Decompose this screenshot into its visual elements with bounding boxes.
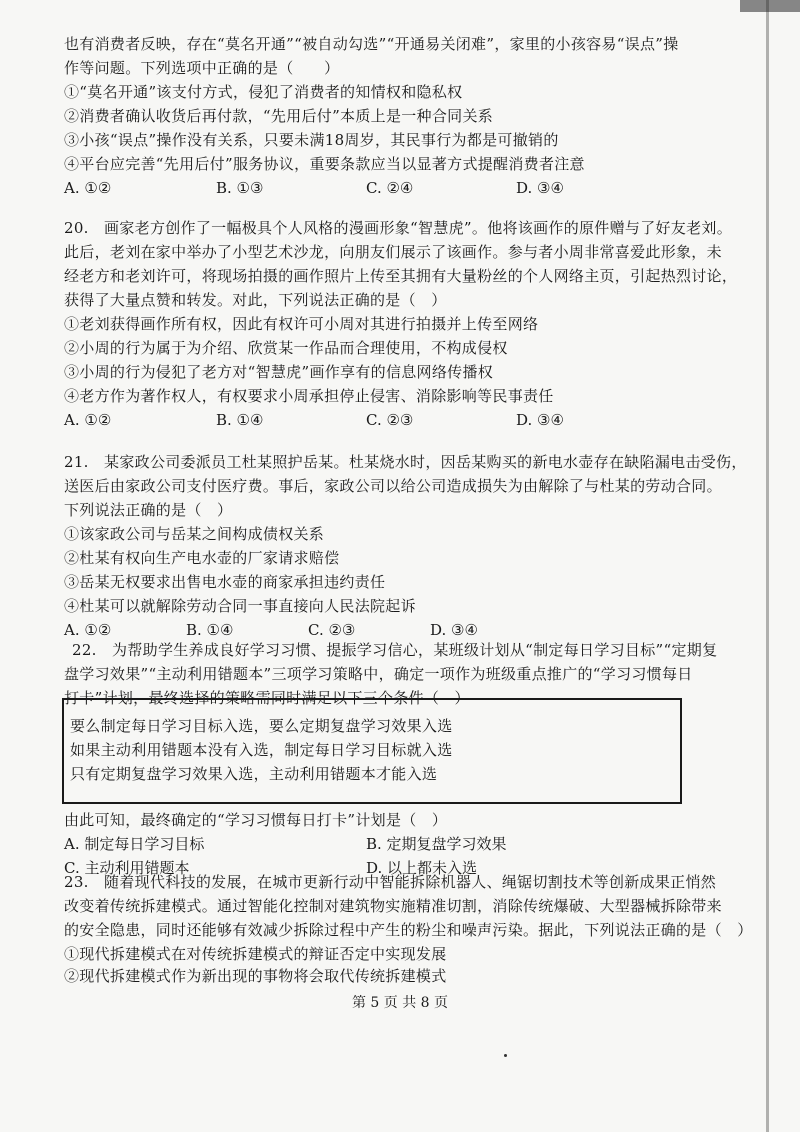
scan-edge-line (766, 0, 769, 1132)
q21-statement-4: ④杜某可以就解除劳动合同一事直接向人民法院起诉 (64, 597, 416, 615)
q21-option-b: B. ①④ (186, 621, 234, 639)
q21-stem-line-2: 送医后由家政公司支付医疗费。事后，家政公司以给公司造成损失为由解除了与杜某的劳动合同。 (64, 477, 722, 495)
q20-stem-line-2: 此后，老刘在家中举办了小型艺术沙龙，向朋友们展示了该画作。参与者小周非常喜爱此形象，未 (64, 243, 722, 261)
q22-question: 由此可知，最终确定的“学习习惯每日打卡”计划是（ ） (64, 811, 448, 829)
q19-statement-3: ③小孩“误点”操作没有关系，只要未满18周岁，其民事行为都是可撤销的 (64, 131, 559, 149)
q22-options-row-1 (64, 834, 724, 854)
q19-statement-1: ①“莫名开通”该支付方式，侵犯了消费者的知情权和隐私权 (64, 83, 463, 101)
q19-statement-2: ②消费者确认收货后再付款，“先用后付”本质上是一种合同关系 (64, 107, 494, 125)
q22-stem-line-1: 22. 为帮助学生养成良好学习习惯、提振学习信心，某班级计划从“制定每日学习目标”“定期复 (72, 641, 718, 659)
q22-option-c: C. 主动利用错题本 (64, 859, 190, 877)
q21-option-d: D. ③④ (430, 621, 478, 639)
q23-stem-line-3: 的安全隐患，同时还能够有效减少拆除过程中产生的粉尘和噪声污染。据此，下列说法正确的是（ ） (64, 921, 753, 939)
q22-option-d: D. 以上都未入选 (366, 859, 478, 877)
q23-stem-line-1: 23. 随着现代科技的发展，在城市更新行动中智能拆除机器人、绳锯切割技术等创新成果正悄然 (64, 873, 717, 891)
q19-stem-line-1: 也有消费者反映，存在“莫名开通”“被自动勾选”“开通易关闭难”，家里的小孩容易“误点”操 (64, 35, 679, 53)
q19-options (64, 178, 724, 198)
q19-option-b: B. ①③ (216, 179, 264, 197)
q21-stem-line-1: 21. 某家政公司委派员工杜某照护岳某。杜某烧水时，因岳某购买的新电水壶存在缺陷漏电击受伤， (64, 453, 747, 471)
q20-statement-4: ④老方作为著作权人，有权要求小周承担停止侵害、消除影响等民事责任 (64, 387, 554, 405)
q23-statement-2: ②现代拆建模式作为新出现的事物将会取代传统拆建模式 (64, 967, 447, 985)
q20-statement-1: ①老刘获得画作所有权，因此有权许可小周对其进行拍摄并上传至网络 (64, 315, 539, 333)
q22-condition-2: 如果主动利用错题本没有入选，制定每日学习目标就入选 (70, 741, 453, 759)
q19-stem-line-2: 作等问题。下列选项中正确的是（ ） (64, 59, 340, 77)
q22-condition-1: 要么制定每日学习目标入选，要么定期复盘学习效果入选 (70, 717, 453, 735)
q22-option-a: A. 制定每日学习目标 (64, 835, 205, 853)
q23-statement-1: ①现代拆建模式在对传统拆建模式的辩证否定中实现发展 (64, 945, 447, 963)
q20-option-d: D. ③④ (516, 411, 564, 429)
q21-option-c: C. ②③ (308, 621, 356, 639)
q20-option-c: C. ②③ (366, 411, 414, 429)
q20-statement-3: ③小周的行为侵犯了老方对“智慧虎”画作享有的信息网络传播权 (64, 363, 494, 381)
page-footer: 第 5 页 共 8 页 (351, 995, 449, 1011)
q19-option-c: C. ②④ (366, 179, 414, 197)
q21-statement-3: ③岳某无权要求出售电水壶的商家承担违约责任 (64, 573, 386, 591)
q19-statement-4: ④平台应完善“先用后付”服务协议，重要条款应当以显著方式提醒消费者注意 (64, 155, 585, 173)
q20-option-a: A. ①② (64, 411, 112, 429)
q23-stem-line-2: 改变着传统拆建模式。通过智能化控制对建筑物实施精准切割，消除传统爆破、大型器械拆除带来 (64, 897, 722, 915)
scan-speck (504, 1054, 507, 1057)
q22-option-b: B. 定期复盘学习效果 (366, 835, 507, 853)
q21-statement-1: ①该家政公司与岳某之间构成债权关系 (64, 525, 325, 543)
q19-option-d: D. ③④ (516, 179, 564, 197)
q21-stem-line-3: 下列说法正确的是（ ） (64, 501, 233, 519)
q20-stem-line-3: 经老方和老刘许可，将现场拍摄的画作照片上传至其拥有大量粉丝的个人网络主页，引起热烈讨论， (64, 267, 738, 285)
q21-options (64, 620, 724, 640)
q22-stem-line-2: 盘学习效果”“主动利用错题本”三项学习策略中，确定一项作为班级重点推广的“学习习惯每日 (64, 665, 693, 683)
q20-option-b: B. ①④ (216, 411, 264, 429)
q20-stem-line-1: 20. 画家老方创作了一幅极具个人风格的漫画形象“智慧虎”。他将该画作的原件赠与了好友老刘。 (64, 219, 732, 237)
q22-stem-line-3: 打卡”计划，最终选择的策略需同时满足以下三个条件（ ） (64, 689, 470, 707)
q20-options (64, 410, 724, 430)
q22-condition-3: 只有定期复盘学习效果入选，主动利用错题本才能入选 (70, 765, 438, 783)
q20-statement-2: ②小周的行为属于为介绍、欣赏某一作品而合理使用，不构成侵权 (64, 339, 508, 357)
q21-statement-2: ②杜某有权向生产电水壶的厂家请求赔偿 (64, 549, 340, 567)
q21-option-a: A. ①② (64, 621, 112, 639)
q20-stem-line-4: 获得了大量点赞和转发。对此，下列说法正确的是（ ） (64, 291, 447, 309)
q19-option-a: A. ①② (64, 179, 112, 197)
scan-corner-mark (740, 0, 800, 12)
